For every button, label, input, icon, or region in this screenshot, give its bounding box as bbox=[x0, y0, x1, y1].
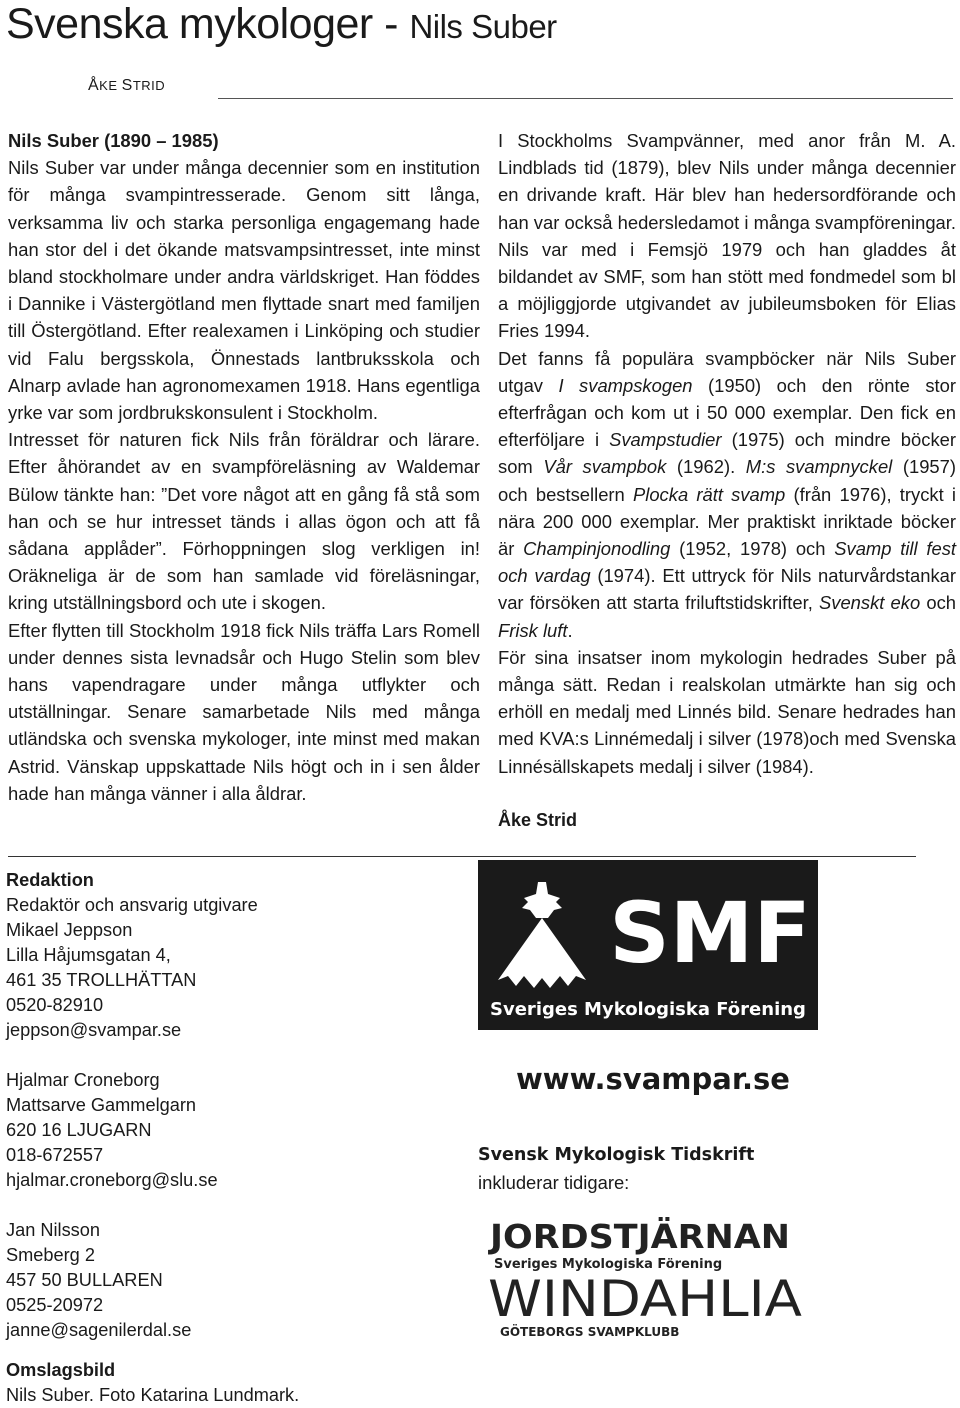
journal-subtitle: inkluderar tidigare: bbox=[478, 1172, 630, 1193]
book-title: Plocka rätt svamp bbox=[632, 483, 786, 505]
former-journals-logo bbox=[478, 1212, 818, 1342]
text-run: (1974). Ett uttryck för Nils naturvårdstankar var försöken att starta friluftstidskrifter, bbox=[498, 565, 956, 614]
text-run: (1962). bbox=[666, 456, 746, 478]
contact-line: 620 16 LJUGARN bbox=[6, 1120, 152, 1140]
article-paragraph: För sina insatser inom mykologin hedrades Suber på många sätt. Redan i realskolan utmärkte han sig och erhöll en medalj med Linnés bild. Senare hedrades han med KVA:s Linnémedalj i silver (1978)och med Svenska Linnésällskapets medalj i silver (1984). bbox=[498, 646, 956, 777]
editor-contact-block bbox=[6, 1218, 258, 1343]
editorial-heading: Redaktion bbox=[6, 870, 94, 890]
article-paragraph: Intresset för naturen fick Nils från föräldrar och lärare. Efter åhörandet av en svampföreläsning av Waldemar Bülow tänkte han: ”Det vore något att en gång få stå som han och se hur intresset tänds i allas ögon och att få sådana applåder”. Förhoppningen slog verkligen in! Oräkneliga är de som han samlade vid föreläsningar, kring utställningsbord och ute i skogen. bbox=[8, 429, 480, 614]
contact-line: 018-672557 bbox=[6, 1145, 104, 1165]
contact-line: 461 35 TROLLHÄTTAN bbox=[6, 970, 197, 990]
text-run: (1952, 1978) och bbox=[670, 538, 835, 560]
cover-credit bbox=[6, 1358, 299, 1408]
contact-line: 457 50 BULLAREN bbox=[6, 1270, 163, 1290]
article-left-column bbox=[8, 127, 480, 807]
windahlia-subtitle: GÖTEBORGS SVAMPKLUBB bbox=[500, 1325, 680, 1339]
contact-line: Lilla Håjumsgatan 4, bbox=[6, 945, 171, 965]
article-paragraph-books bbox=[498, 345, 956, 644]
article-heading: Nils Suber (1890 – 1985) bbox=[8, 130, 219, 151]
article-right-column bbox=[498, 127, 956, 780]
divider bbox=[8, 856, 498, 857]
journal-heading: Svensk Mykologisk Tidskrift bbox=[478, 1145, 755, 1165]
contact-line: 0525-20972 bbox=[6, 1295, 104, 1315]
divider bbox=[498, 856, 916, 857]
editor-contact-block bbox=[6, 1068, 258, 1193]
article-paragraph: Nils Suber var under många decennier som en institution för många svampintresserade. Genom sitt långa, verksamma liv och starka personliga engagemang hade han stor del i det ökande matsvampsintresset, inte minst bland stockholmare under andra världskriget. Han föddes i Dannike i Västergötland men flyttade snart med familjen till Östergötland. Efter realexamen i Linköping och studier vid Falu bergsskola, Önnestads lantbruksskola och Alnarp avlade han agronomexamen 1918. Hans egentliga yrke var som jordbrukskonsulent i Stockholm. bbox=[8, 157, 480, 424]
author-byline bbox=[88, 77, 165, 95]
title-main: Svenska mykologer - bbox=[6, 0, 410, 48]
text-run: Det fanns få populära svampböcker när Nils Suber utgav bbox=[498, 347, 956, 396]
cover-heading: Omslagsbild bbox=[6, 1360, 116, 1380]
cover-text: Nils Suber. Foto Katarina Lundmark. bbox=[6, 1385, 300, 1405]
windahlia-wordmark: WINDAHLIA bbox=[488, 1270, 802, 1328]
jordstjarnan-wordmark: JORDSTJÄRNAN bbox=[490, 1217, 774, 1256]
contact-line: hjalmar.croneborg@slu.se bbox=[6, 1170, 218, 1190]
smf-logo bbox=[478, 860, 818, 1030]
contact-line: Hjalmar Croneborg bbox=[6, 1070, 160, 1090]
smf-name: Sveriges Mykologiska Förening bbox=[490, 999, 806, 1020]
editor-contact-block bbox=[6, 893, 258, 1043]
book-title: M:s svampnyckel bbox=[745, 456, 893, 478]
text-run: (1950) och den rönte stor efterfrågan och kom ut i 50 000 exemplar. Den fick en efterföljare i bbox=[498, 374, 956, 451]
book-title: Vår svampbok bbox=[543, 456, 667, 478]
article-paragraph: I Stockholms Svampvänner, med anor från M. A. Lindblads tid (1879), blev Nils under många decennier en drivande kraft. Här blev han hedersordförande och han var också hedersledamot i många svampföreningar. Nils var med i Femsjö 1979 och han gladdes åt bildandet av SMF, som han stött med fondmedel som bl a möjliggjorde utgivandet av jubileumsboken för Elias Fries 1994. bbox=[498, 130, 956, 342]
article-signature: Åke Strid bbox=[498, 810, 578, 830]
text-run: och bbox=[920, 592, 956, 614]
book-title: Svampstudier bbox=[609, 429, 722, 451]
book-title: Champinjonodling bbox=[523, 538, 671, 560]
header-rule bbox=[218, 98, 953, 99]
byline-part: Å bbox=[88, 77, 100, 94]
journal-info bbox=[478, 1142, 754, 1196]
jordstjarnan-subtitle: Sveriges Mykologiska Förening bbox=[494, 1257, 723, 1272]
byline-part: TRID bbox=[132, 78, 166, 93]
article-paragraph: Efter flytten till Stockholm 1918 fick Nils träffa Lars Romell under dennes sista levnadsår och Hugo Stelin som blev hans vapendragare under många utflykter och utställningar. Senare samarbetade Nils med många utländska och svenska mykologer, inte minst med makan Astrid. Vänskap uppskattade Nils högt och in i sen ålder hade han många vänner i alla åldrar. bbox=[8, 619, 480, 804]
contact-line: jeppson@svampar.se bbox=[6, 1020, 182, 1040]
byline-part: S bbox=[121, 77, 133, 94]
editorial-contacts bbox=[6, 868, 258, 1368]
book-title: I svampskogen bbox=[558, 374, 693, 396]
contact-line: Jan Nilsson bbox=[6, 1220, 101, 1240]
page-title bbox=[6, 0, 557, 49]
title-subject: Nils Suber bbox=[409, 8, 557, 45]
website-url: www.svampar.se bbox=[516, 1062, 790, 1096]
contact-line: Smeberg 2 bbox=[6, 1245, 95, 1265]
contact-line: janne@sagenilerdal.se bbox=[6, 1320, 192, 1340]
text-run: (från 1976), tryckt i nära 200 000 exemplar. Mer praktiskt inriktade böcker är bbox=[498, 483, 956, 560]
smf-letters: SMF bbox=[609, 884, 811, 982]
text-run: (1975) och mindre böcker som bbox=[498, 429, 956, 478]
byline-part: KE bbox=[99, 78, 122, 93]
contact-line: 0520-82910 bbox=[6, 995, 104, 1015]
text-run: (1957) och bestsellern bbox=[498, 456, 956, 505]
book-title: Frisk luft bbox=[498, 619, 568, 641]
contact-line: Mikael Jeppson bbox=[6, 920, 133, 940]
book-title: Svenskt eko bbox=[818, 592, 921, 614]
contact-line: Redaktör och ansvarig utgivare bbox=[6, 895, 258, 915]
contact-line: Mattsarve Gammelgarn bbox=[6, 1095, 197, 1115]
book-title: Svamp till fest och vardag bbox=[498, 538, 956, 587]
text-run: . bbox=[567, 619, 573, 641]
